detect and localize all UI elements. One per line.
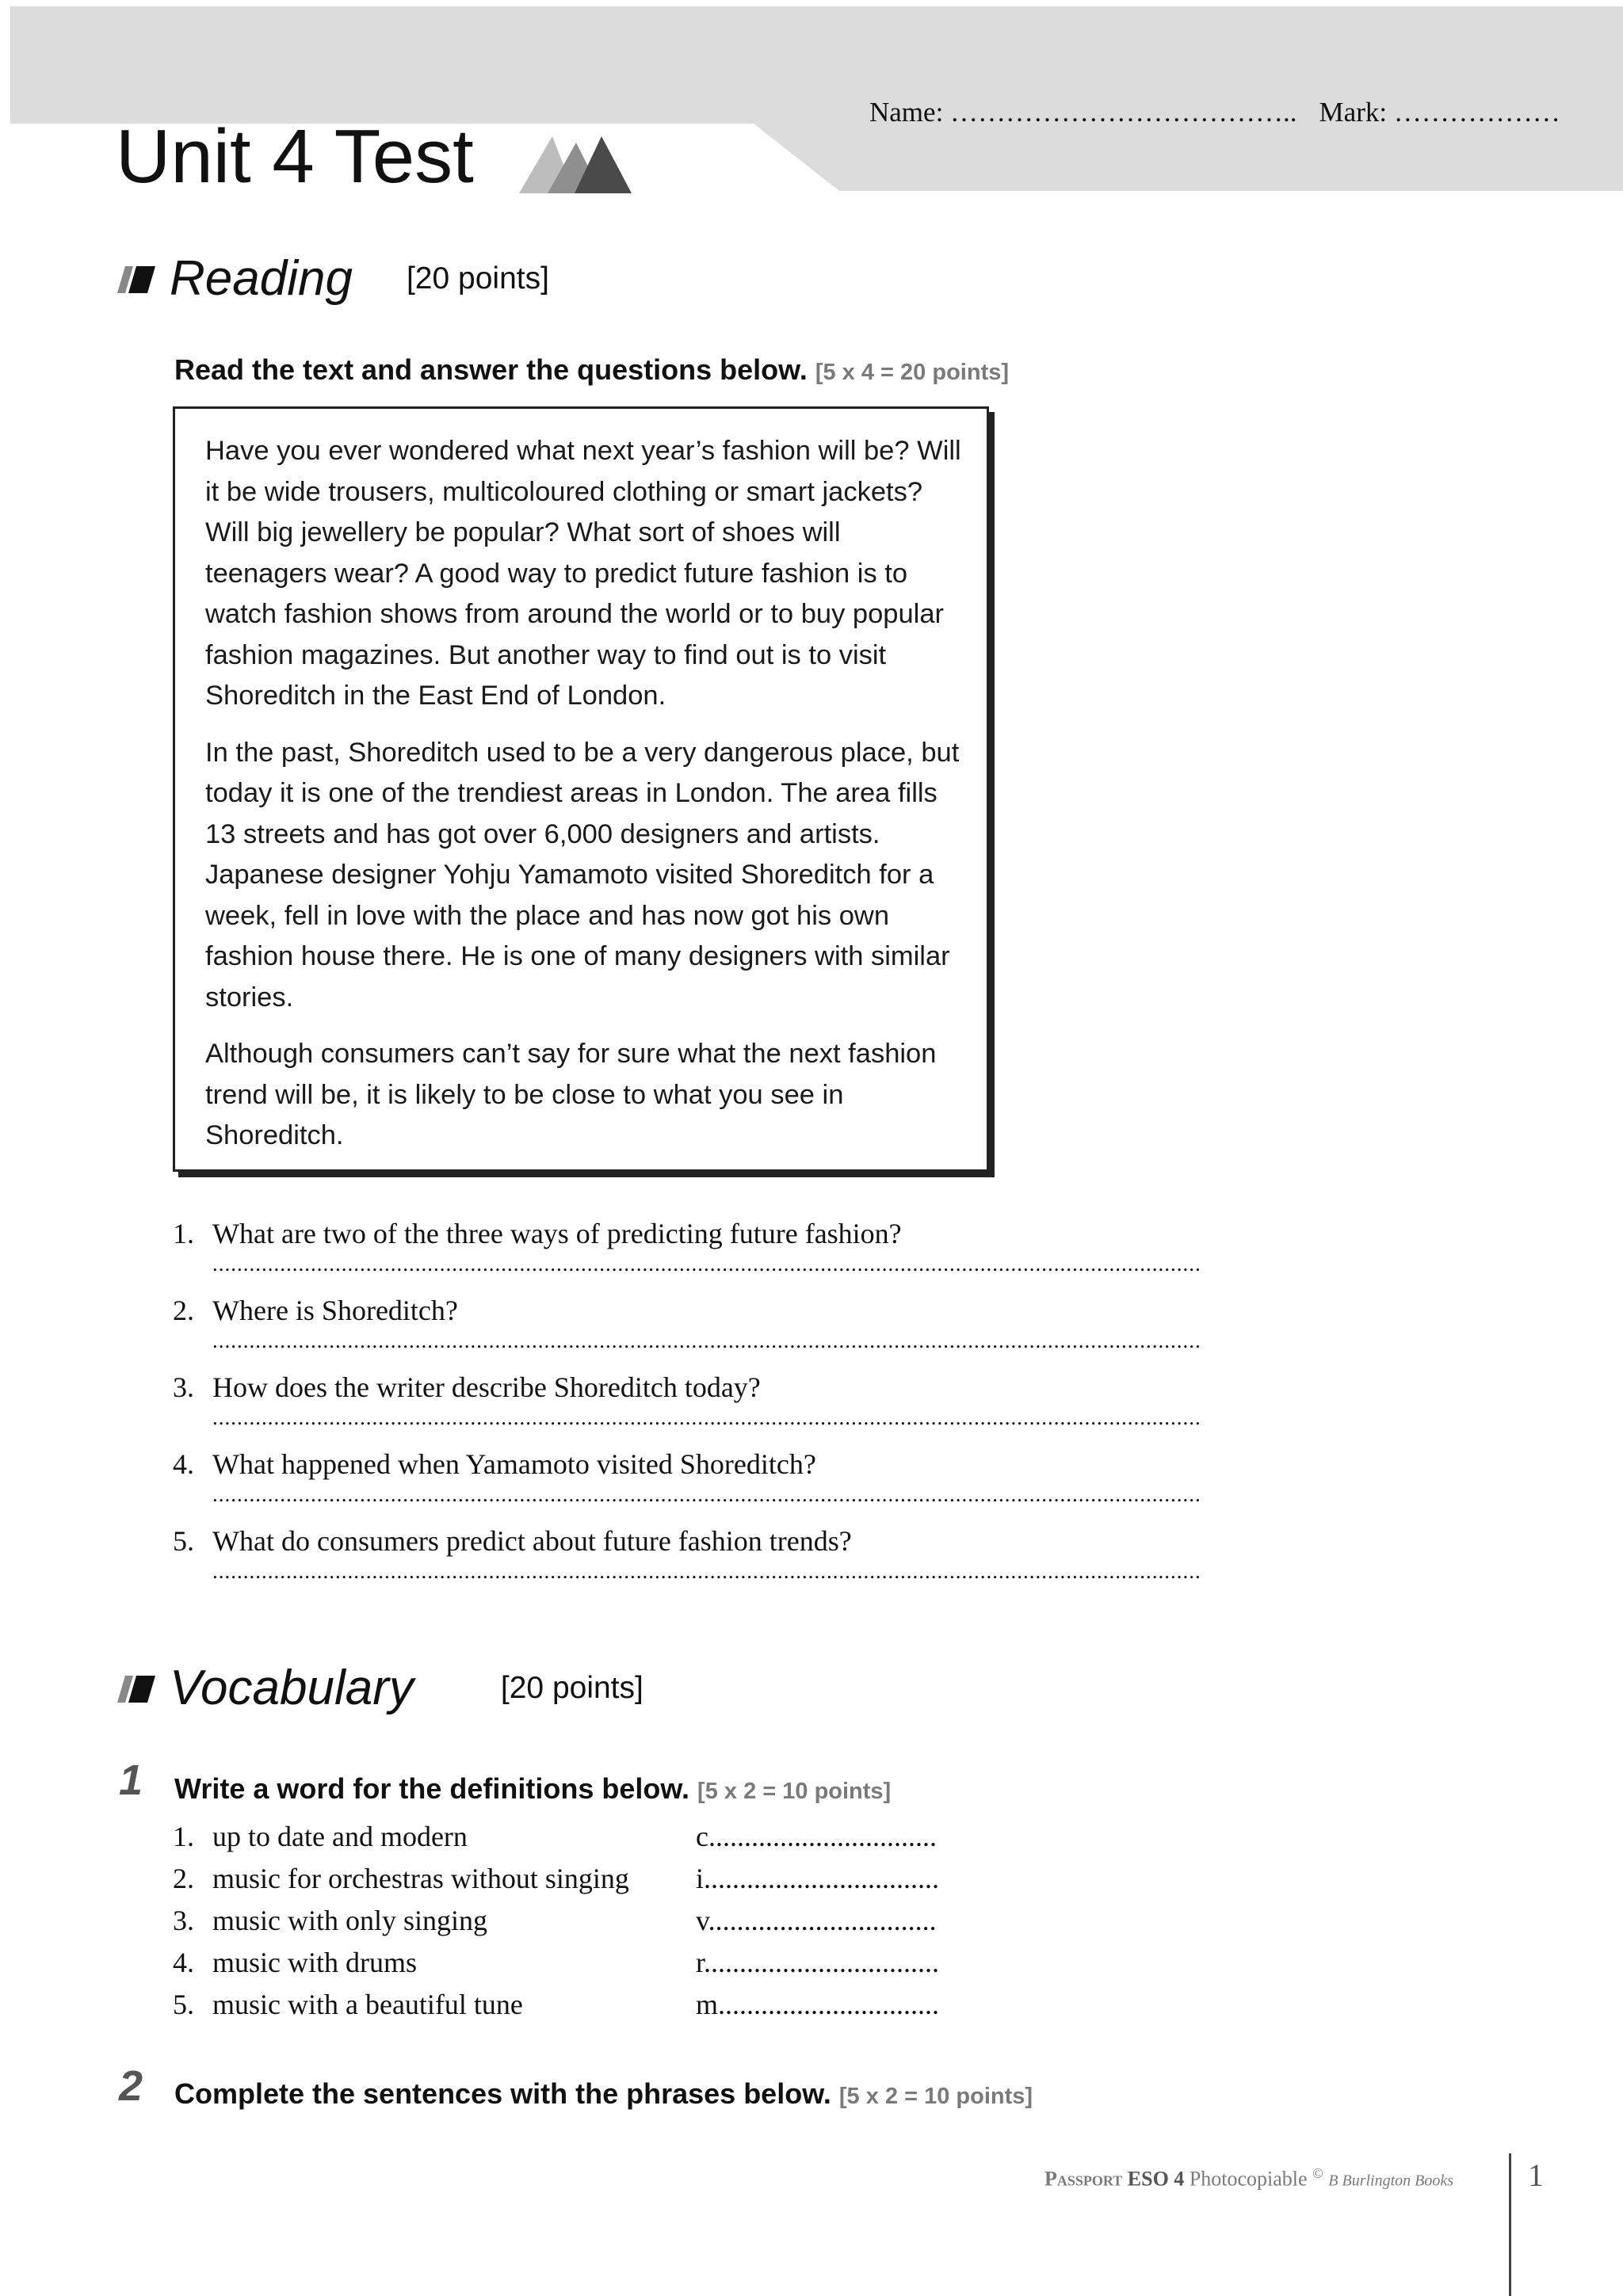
definition-number: 2. bbox=[173, 1863, 194, 1894]
answer-line[interactable]: ................................................................................................................................................................. bbox=[212, 1329, 1201, 1352]
question-number: 5. bbox=[173, 1525, 194, 1557]
vocabulary-task1-instruction bbox=[174, 1772, 891, 1806]
definition-answer[interactable]: r................................. bbox=[696, 1947, 940, 1978]
task-number: 2 bbox=[119, 2062, 143, 2110]
reading-heading bbox=[116, 250, 549, 307]
mountains-logo-icon bbox=[519, 135, 632, 193]
passage-paragraph: Although consumers can’t say for sure what the next fashion trend will be, it is likely to be close to what you see in Shoreditch. bbox=[205, 1039, 937, 1150]
question-text: Where is Shoreditch? bbox=[212, 1295, 458, 1326]
vocabulary-task2-instruction bbox=[174, 2077, 1033, 2111]
footer-level: ESO 4 bbox=[1127, 2167, 1185, 2191]
vocabulary-heading bbox=[116, 1660, 643, 1716]
section-flag-icon bbox=[116, 263, 157, 295]
definition-text: music with only singing bbox=[212, 1905, 488, 1936]
page-number: 1 bbox=[1528, 2157, 1544, 2193]
footer bbox=[1044, 2165, 1453, 2191]
question-text: What happened when Yamamoto visited Shoreditch? bbox=[212, 1448, 816, 1480]
reading-passage bbox=[173, 406, 989, 1172]
passage-paragraph: Have you ever wondered what next year’s fashion will be? Will it be wide trousers, multicoloured clothing or smart jackets? Will big jewellery be popular? What sort of shoes will teenagers wear? A good way to predict future fashion is to watch fashion shows from around the world or to buy popular fashion magazines. But another way to find out is to visit Shoreditch in the East End of London. bbox=[205, 436, 961, 711]
definition-number: 3. bbox=[173, 1905, 194, 1936]
copyright-symbol: © bbox=[1312, 2165, 1323, 2181]
definition-answer[interactable]: i................................. bbox=[696, 1863, 940, 1894]
question-text: What are two of the three ways of predicting future fashion? bbox=[212, 1218, 902, 1249]
instruction-text: Read the text and answer the questions below. bbox=[174, 353, 808, 386]
question-text: How does the writer describe Shoreditch today? bbox=[212, 1371, 761, 1403]
footer-brand: B Burlington Books bbox=[1328, 2172, 1454, 2190]
definition-text: music with drums bbox=[212, 1947, 417, 1978]
task-number: 1 bbox=[119, 1756, 143, 1804]
question-number: 2. bbox=[173, 1295, 194, 1326]
passage-paragraph: In the past, Shoreditch used to be a very dangerous place, but today it is one of the trendiest areas in London. The area fills 13 streets and has got over 6,000 designers and artists. Japanese designer Yohju Yamamoto visited Shoreditch for a week, fell in love with the place and has now got his own fashion house there. He is one of many designers with similar stories. bbox=[205, 737, 960, 1013]
reading-title: Reading bbox=[170, 251, 353, 306]
footer-divider bbox=[1509, 2153, 1511, 2296]
answer-line[interactable]: ................................................................................................................................................................. bbox=[212, 1482, 1201, 1506]
instruction-points: [5 x 2 = 10 points] bbox=[697, 1779, 892, 1804]
instruction-text: Write a word for the definitions below. bbox=[174, 1772, 690, 1805]
instruction-text: Complete the sentences with the phrases below. bbox=[174, 2077, 831, 2110]
definition-answer[interactable]: m............................... bbox=[696, 1989, 940, 2020]
question-number: 4. bbox=[173, 1448, 194, 1480]
instruction-points: [5 x 2 = 10 points] bbox=[838, 2084, 1033, 2109]
answer-line[interactable]: ................................................................................................................................................................. bbox=[212, 1252, 1201, 1276]
vocabulary-title: Vocabulary bbox=[170, 1661, 414, 1715]
answer-line[interactable]: ................................................................................................................................................................. bbox=[212, 1559, 1201, 1583]
question-number: 3. bbox=[173, 1371, 194, 1403]
name-mark-line bbox=[869, 97, 1560, 128]
definition-number: 1. bbox=[173, 1821, 194, 1852]
definition-answer[interactable]: v................................ bbox=[696, 1905, 937, 1936]
question-number: 1. bbox=[173, 1218, 194, 1249]
reading-instruction bbox=[174, 353, 1009, 387]
page-title: Unit 4 Test bbox=[116, 114, 474, 199]
definition-number: 4. bbox=[173, 1947, 194, 1978]
answer-line[interactable]: ................................................................................................................................................................. bbox=[212, 1405, 1201, 1429]
instruction-points: [5 x 4 = 20 points] bbox=[815, 360, 1010, 385]
question-text: What do consumers predict about future fashion trends? bbox=[212, 1525, 852, 1557]
definition-text: music for orchestras without singing bbox=[212, 1863, 629, 1894]
mark-field[interactable]: Mark: ……………… bbox=[1319, 97, 1560, 128]
definition-text: music with a beautiful tune bbox=[212, 1989, 523, 2020]
footer-series: Passport bbox=[1044, 2167, 1123, 2191]
section-flag-icon bbox=[116, 1672, 157, 1704]
definition-answer[interactable]: c................................ bbox=[696, 1821, 937, 1852]
definition-number: 5. bbox=[173, 1989, 194, 2020]
vocabulary-points: [20 points] bbox=[500, 1670, 643, 1705]
reading-points: [20 points] bbox=[406, 261, 549, 296]
name-field[interactable]: Name: ……………………………….. bbox=[869, 97, 1297, 128]
footer-photocopiable: Photocopiable bbox=[1189, 2167, 1308, 2191]
definition-text: up to date and modern bbox=[212, 1821, 468, 1852]
